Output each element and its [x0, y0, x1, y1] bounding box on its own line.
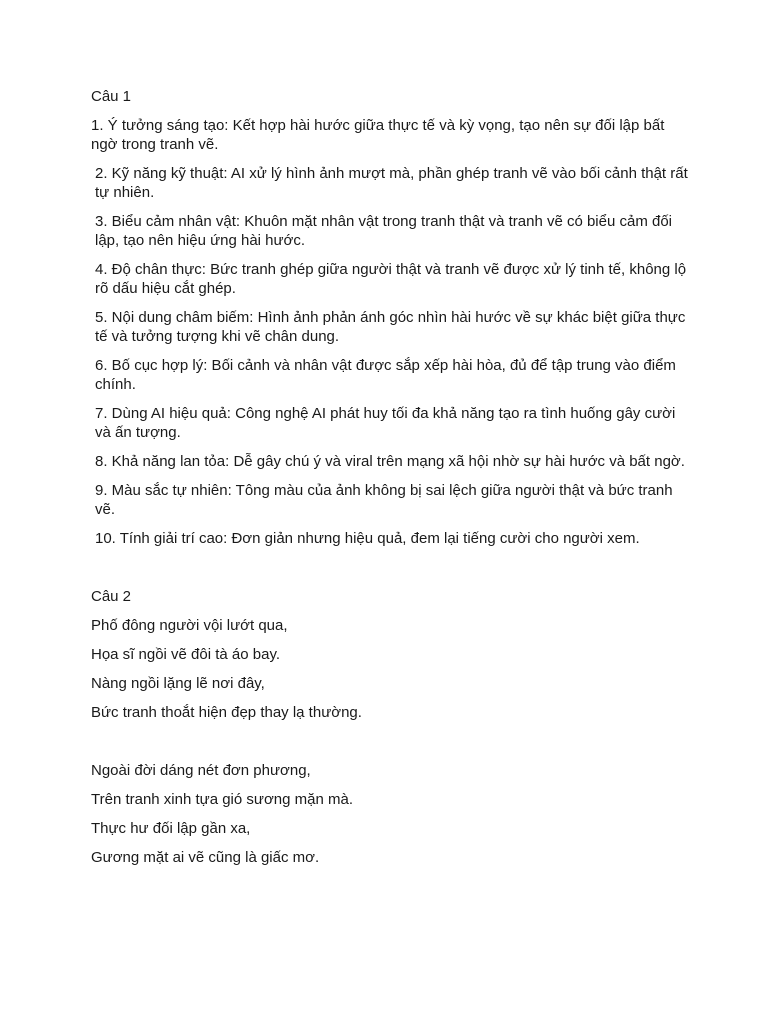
list-item-10: 10. Tính giải trí cao: Đơn giản nhưng hiệu quả, đem lại tiếng cười cho người xem.	[95, 530, 640, 547]
list-item-8: 8. Khả năng lan tỏa: Dễ gây chú ý và viral trên mạng xã hội nhờ sự hài hước và bất ngờ.	[95, 453, 685, 470]
stanza-divider-space	[91, 732, 691, 761]
poem-line: Nàng ngồi lặng lẽ nơi đây,	[91, 675, 265, 692]
list-item-6: 6. Bố cục hợp lý: Bối cảnh và nhân vật được sắp xếp hài hòa, đủ để tập trung vào điểm chính.	[95, 357, 676, 393]
section-2-title: Câu 2	[91, 588, 132, 605]
poem-line: Gương mặt ai vẽ cũng là giấc mơ.	[91, 849, 320, 866]
list-item-4: 4. Độ chân thực: Bức tranh ghép giữa người thật và tranh vẽ được xử lý tinh tế, không lộ rõ dấu hiệu cắt ghép.	[95, 261, 687, 297]
list-item-3: 3. Biểu cảm nhân vật: Khuôn mặt nhân vật trong tranh thật và tranh vẽ có biểu cảm đối lập, tạo nên hiệu ứng hài hước.	[95, 213, 673, 249]
poem-line: Bức tranh thoắt hiện đẹp thay lạ thường.	[91, 704, 362, 721]
poem-line: Thực hư đối lập gần xa,	[91, 820, 251, 837]
document-content	[91, 87, 691, 877]
list-item-9: 9. Màu sắc tự nhiên: Tông màu của ảnh không bị sai lệch giữa người thật và bức tranh vẽ.	[95, 482, 673, 518]
list-item-2: 2. Kỹ năng kỹ thuật: AI xử lý hình ảnh mượt mà, phần ghép tranh vẽ vào bối cảnh thật rất tự nhiên.	[95, 165, 688, 201]
list-item-7: 7. Dùng AI hiệu quả: Công nghệ AI phát huy tối đa khả năng tạo ra tình huống gây cười và ấn tượng.	[95, 405, 676, 441]
section-1-title: Câu 1	[91, 88, 132, 105]
poem-line: Họa sĩ ngồi vẽ đôi tà áo bay.	[91, 646, 281, 663]
list-item-1: 1. Ý tưởng sáng tạo: Kết hợp hài hước giữa thực tế và kỳ vọng, tạo nên sự đối lập bất ngờ trong tranh vẽ.	[91, 117, 665, 153]
section-divider-space	[91, 558, 691, 587]
poem-line: Trên tranh xinh tựa gió sương mặn mà.	[91, 791, 353, 808]
poem-line: Ngoài đời dáng nét đơn phương,	[91, 762, 311, 779]
poem-line: Phố đông người vội lướt qua,	[91, 617, 288, 634]
list-item-5: 5. Nội dung châm biếm: Hình ảnh phản ánh góc nhìn hài hước về sự khác biệt giữa thực tế và tưởng tượng khi vẽ chân dung.	[95, 309, 686, 345]
